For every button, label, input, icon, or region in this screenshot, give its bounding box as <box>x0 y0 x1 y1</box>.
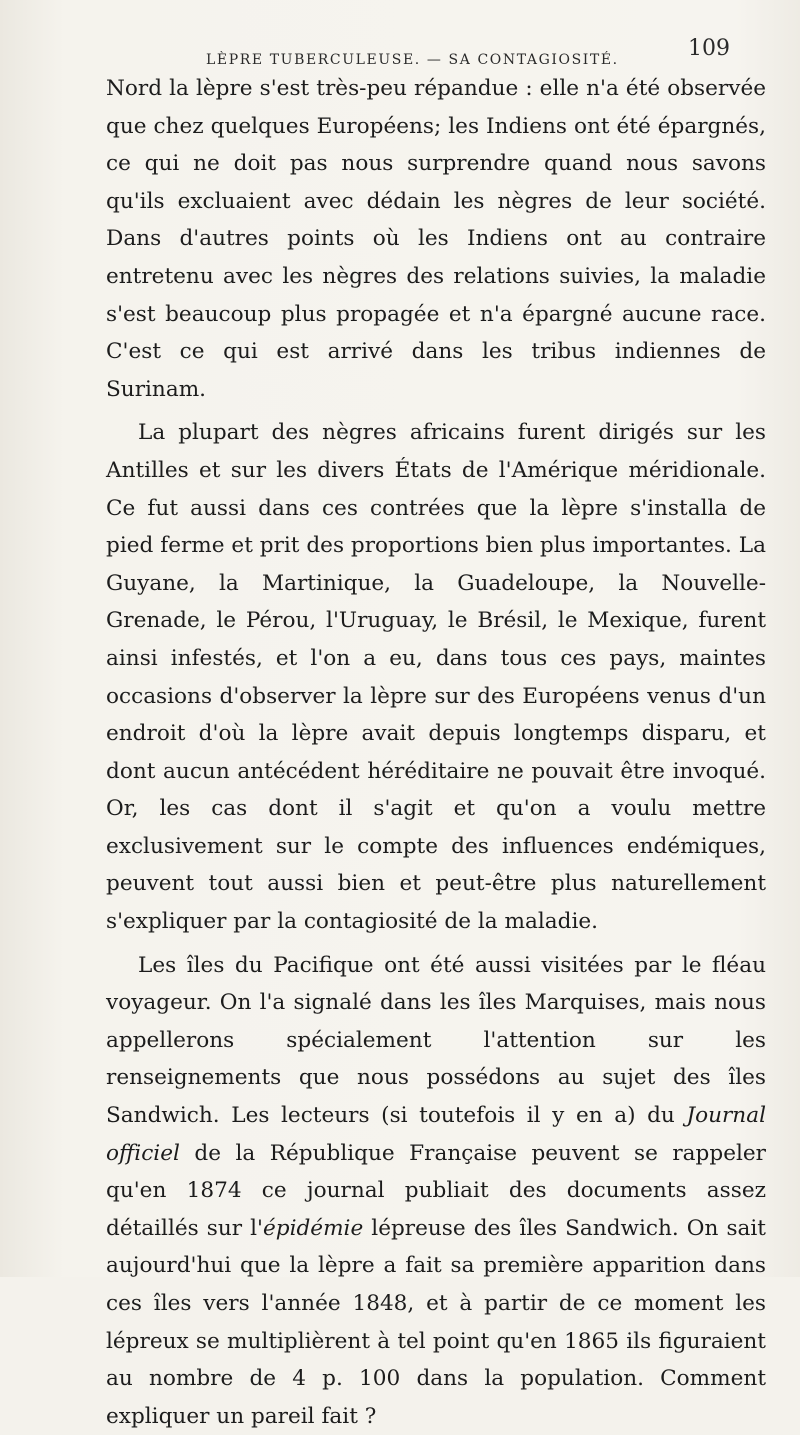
body-text <box>106 70 766 1435</box>
paragraph-2: La plupart des nègres africains furent dirigés sur les Antilles et sur les divers États de l'Amérique méridionale. Ce fut aussi dans ces contrées que la lèpre s'installa de pied ferme et prit des proportions bien plus importantes. La Guyane, la Martinique, la Guadeloupe, la Nouvelle-Grenade, le Pérou, l'Uruguay, le Brésil, le Mexique, furent ainsi infestés, et l'on a eu, dans tous ces pays, maintes occasions d'observer la lèpre sur des Européens venus d'un endroit d'où la lèpre avait depuis longtemps disparu, et dont aucun antécédent héréditaire ne pouvait être invoqué. Or, les cas dont il s'agit et qu'on a voulu mettre exclusivement sur le compte des influences endémiques, peuvent tout aussi bien et peut-être plus naturellement s'expliquer par la contagiosité de la maladie. <box>106 420 766 935</box>
paragraph-3-text-c: lépreuse des îles Sandwich. On sait aujourd'hui que la lèpre a fait sa première apparition dans ces îles vers l'année 1848, et à partir de ce moment les lépreux se multiplièrent à tel point qu'en 1865 ils figuraient au nombre de 4 p. 100 dans la population. Comment expliquer un pareil fait ? <box>106 1215 766 1429</box>
paragraph-1: Nord la lèpre s'est très-peu répandue : elle n'a été observée que chez quelques Européens; les Indiens ont été épargnés, ce qui ne doit pas nous surprendre quand nous savons qu'ils excluaient avec dédain les nègres de leur société. Dans d'autres points où les Indiens ont au contraire entretenu avec les nègres des relations suivies, la maladie s'est beaucoup plus propagée et n'a épargné aucune race. C'est ce qui est arrivé dans les tribus indiennes de Surinam. <box>106 76 766 402</box>
journal-title-italic: Journal officiel <box>106 1103 766 1166</box>
running-head: LÈPRE TUBERCULEUSE. — SA CONTAGIOSITÉ. <box>206 52 619 68</box>
page-number: 109 <box>688 36 730 61</box>
paragraph-3-text-a: Les îles du Pacifique ont été aussi visitées par le fléau voyageur. On l'a signalé dans les îles Marquises, mais nous appellerons spécialement l'attention sur les renseignements que nous possédons au sujet des îles Sandwich. Les lecteurs (si toutefois il y en a) du <box>106 952 766 1129</box>
epidemie-italic: épidémie <box>262 1215 364 1241</box>
page-header <box>106 30 760 70</box>
paragraph-3-text-b: de la République Française peuvent se rappeler qu'en 1874 ce journal publiait des documents assez détaillés sur l' <box>106 1140 766 1241</box>
paragraph-3 <box>106 947 766 1435</box>
